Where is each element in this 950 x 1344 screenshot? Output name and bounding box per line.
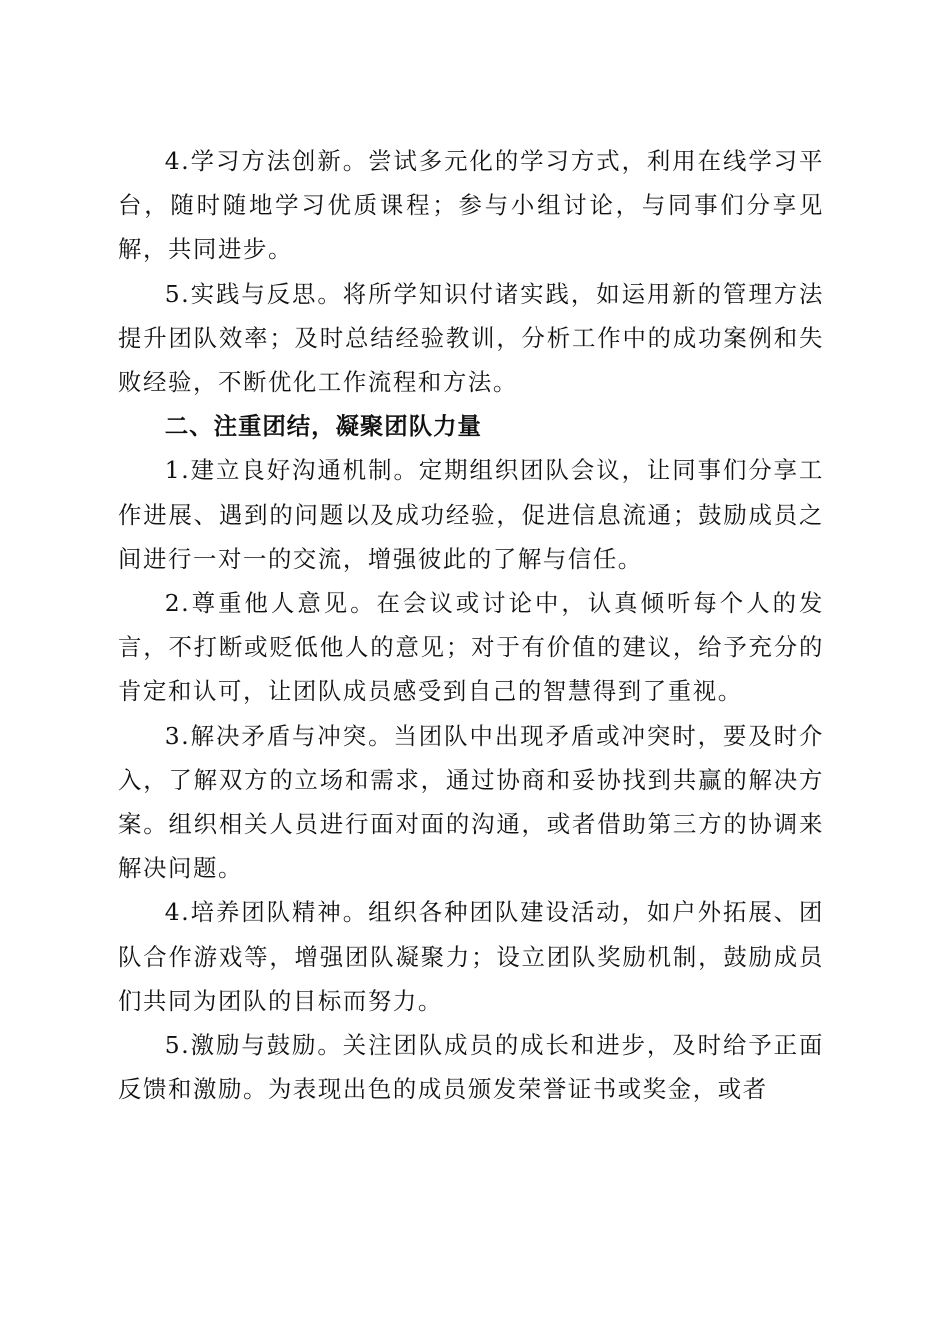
paragraph-communication-mechanism: 1.建立良好沟通机制。定期组织团队会议，让同事们分享工作进展、遇到的问题以及成功经验，促进信息流通；鼓励成员之间进行一对一的交流，增强彼此的了解与信任。 [118, 456, 824, 573]
paragraph-respect-opinions: 2.尊重他人意见。在会议或讨论中，认真倾听每个人的发言，不打断或贬低他人的意见；对于有价值的建议，给予充分的肯定和认可，让团队成员感受到自己的智慧得到了重视。 [118, 589, 824, 706]
paragraph-practice-reflection: 5.实践与反思。将所学知识付诸实践，如运用新的管理方法提升团队效率；及时总结经验教训，分析工作中的成功案例和失败经验，不断优化工作流程和方法。 [118, 279, 824, 397]
paragraph-motivation: 5.激励与鼓励。关注团队成员的成长和进步，及时给予正面反馈和激励。为表现出色的成员颁发荣誉证书或奖金，或者 [118, 1031, 824, 1104]
document-body [118, 139, 824, 1111]
paragraph-team-spirit: 4.培养团队精神。组织各种团队建设活动，如户外拓展、团队合作游戏等，增强团队凝聚力；设立团队奖励机制，鼓励成员们共同为团队的目标而努力。 [118, 898, 824, 1015]
paragraph-learning-method: 4.学习方法创新。尝试多元化的学习方式，利用在线学习平台，随时随地学习优质课程；参与小组讨论，与同事们分享见解，共同进步。 [118, 147, 824, 264]
section-heading-unity: 二、注重团结，凝聚团队力量 [164, 412, 482, 441]
paragraph-resolve-conflicts: 3.解决矛盾与冲突。当团队中出现矛盾或冲突时，要及时介入，了解双方的立场和需求，通过协商和妥协找到共赢的解决方案。组织相关人员进行面对面的沟通，或者借助第三方的协调来解决问题。 [118, 721, 824, 883]
